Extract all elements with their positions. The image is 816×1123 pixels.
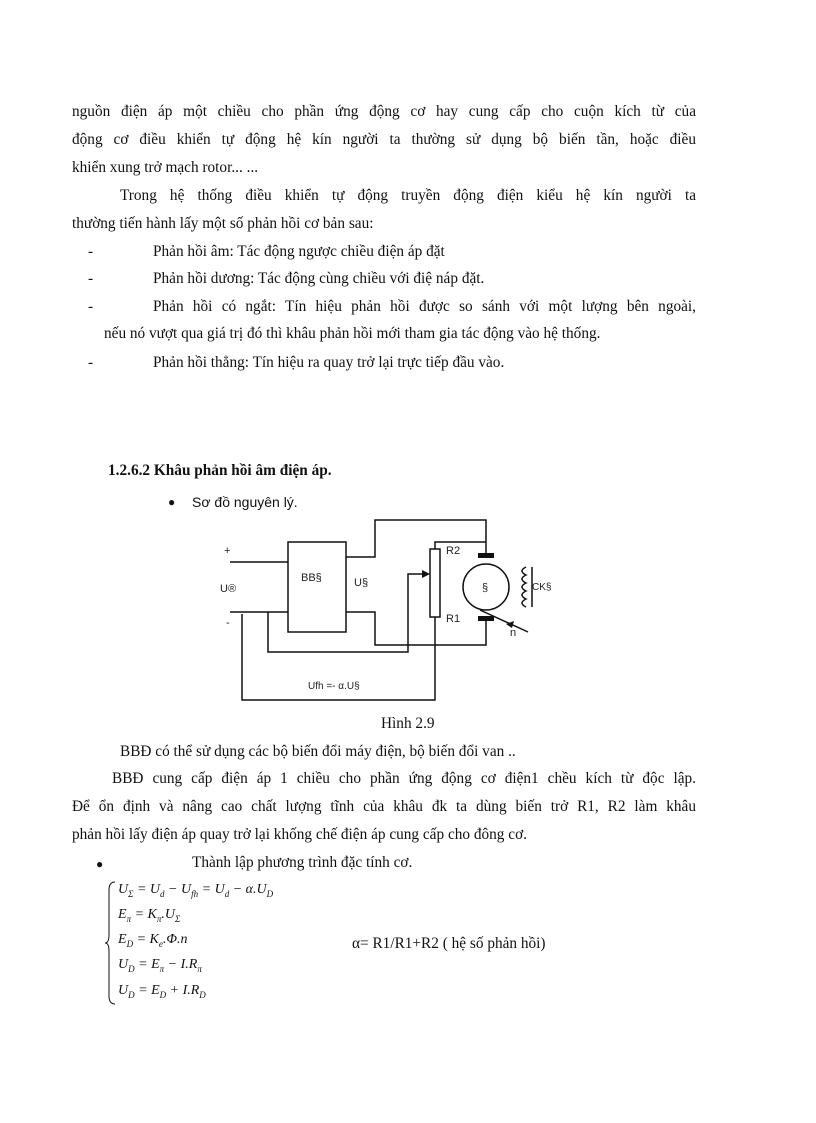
converter-block <box>288 542 346 632</box>
paragraph-4-line-1: BBĐ cung cấp điện áp 1 chiều cho phần ứng động cơ điện1 chều kích từ độc lập. <box>112 770 696 787</box>
field-winding <box>522 567 526 607</box>
list-marker: - <box>88 270 94 287</box>
feedback-label: Ufh =- α.U§ <box>308 681 360 692</box>
bullet-schematic-label: Sơ đồ nguyên lý. <box>192 494 298 510</box>
u-out-label: U§ <box>354 577 369 589</box>
paragraph-1-line-2: động cơ điều khiển tự động hệ kín người ta thường sử dụng bộ biến tần, hoặc điều <box>72 131 696 148</box>
list-marker: - <box>88 354 94 371</box>
block-label: BB§ <box>301 572 322 584</box>
wiper-arrow-icon <box>422 570 430 578</box>
bullet-icon: ● <box>168 495 176 509</box>
equation-5: $U_D = E_D + I.R_D$ <box>118 983 206 1000</box>
circuit-diagram <box>210 512 570 712</box>
figure-caption: Hình 2.9 <box>381 715 435 732</box>
motor-label: § <box>482 582 489 594</box>
list-item-continuation: nếu nó vượt qua giá trị đó thì khâu phản hồi mới tham gia tác động vào hệ thống. <box>104 325 601 342</box>
list-item: Phản hồi âm: Tác động ngược chiều điện áp đặt <box>153 243 445 260</box>
bullet-icon: ● <box>96 857 104 871</box>
paragraph-4-line-3: phản hồi lấy điện áp quay trở lại khống chế điện áp cung cấp cho đông cơ. <box>72 826 527 843</box>
section-heading: 1.2.6.2 Khâu phản hồi âm điện áp. <box>108 462 332 479</box>
plus-label: + <box>224 545 231 557</box>
paragraph-2-line-2: thường tiến hành lấy một số phản hồi cơ bản sau: <box>72 215 374 232</box>
list-marker: - <box>88 298 94 315</box>
list-item: Phản hồi thẳng: Tín hiệu ra quay trở lại trực tiếp đầu vào. <box>153 354 505 371</box>
motor-brush-bottom <box>478 616 494 621</box>
paragraph-4-line-2: Để ổn định và nâng cao chất lượng tĩnh của khâu đk ta dùng biến trở R1, R2 làm khâu <box>72 798 696 815</box>
minus-label: - <box>226 617 230 629</box>
bullet-equation-label: Thành lập phương trình đặc tính cơ. <box>192 854 413 871</box>
equation-4: $U_D = E_\pi - I.R_\pi$ <box>118 957 202 974</box>
equation-1: $U_\Sigma = U_d - U_{fh} = U_d - \alpha.U_D$ <box>118 882 274 899</box>
speed-label: n <box>510 627 517 639</box>
field-label: CK§ <box>532 582 552 593</box>
equation-3: $E_D = K_e.\Phi.n$ <box>118 932 188 949</box>
equation-2: $E_\pi = K_\pi.U_\Sigma$ <box>118 907 181 924</box>
r2-label: R2 <box>446 545 461 557</box>
list-item: Phản hồi dương: Tác động cùng chiều với điệ náp đặt. <box>153 270 485 287</box>
paragraph-1-line-3: khiển xung trở mạch rotor... ... <box>72 159 259 176</box>
paragraph-3: BBĐ có thể sử dụng các bộ biến đổi máy điện, bộ biến đổi van .. <box>120 743 516 760</box>
r1-label: R1 <box>446 613 461 625</box>
u-in-label: U® <box>220 583 237 595</box>
alpha-formula: α= R1/R1+R2 ( hệ số phản hồi) <box>352 935 546 952</box>
motor-brush-top <box>478 553 494 558</box>
list-item: Phản hồi có ngắt: Tín hiệu phản hồi được so sánh với một lượng bên ngoài, <box>153 298 696 315</box>
equation-brace <box>104 880 116 1006</box>
paragraph-2-line-1: Trong hệ thống điều khiển tự động truyền động điện kiểu hệ kín người ta <box>120 187 696 204</box>
potentiometer-resistor <box>430 549 440 617</box>
list-marker: - <box>88 243 94 260</box>
paragraph-1-line-1: nguồn điện áp một chiều cho phần ứng động cơ hay cung cấp cho cuộn kích từ của <box>72 103 696 120</box>
